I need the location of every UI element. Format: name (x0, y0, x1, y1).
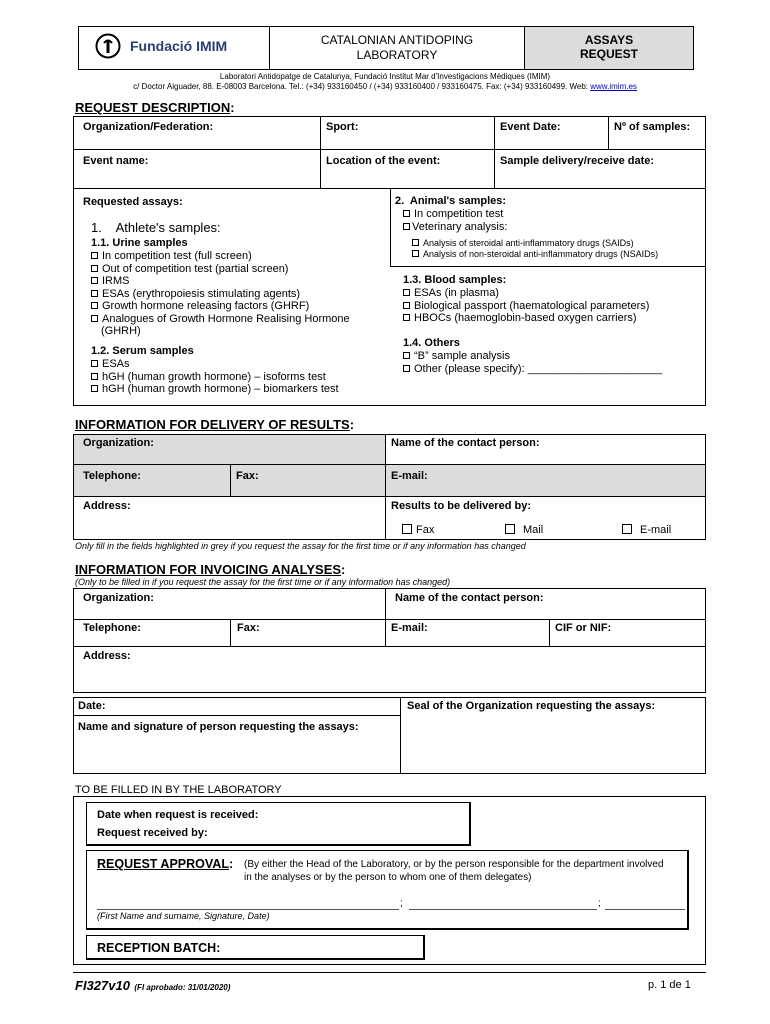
delivery-telephone-field[interactable]: Telephone: (83, 470, 141, 482)
urine-item[interactable]: ESAs (erythropoiesis stimulating agents) (91, 288, 350, 301)
doc-type-line1: ASSAYS (584, 33, 634, 47)
urine-samples-title: 1.1. Urine samples (91, 237, 188, 249)
form-code-text: FI327v10 (75, 978, 130, 993)
event-name-field[interactable]: Event name: (83, 155, 149, 167)
approval-text-2: in the analyses or by the person to whom one of them delegates) (244, 872, 532, 883)
invoicing-organization-field[interactable]: Organization: (83, 592, 154, 604)
urine-list (91, 250, 350, 338)
organization-seal-field[interactable]: Seal of the Organization requesting the assays: (407, 700, 656, 712)
delivery-email-field[interactable]: E-mail: (391, 470, 428, 482)
animal-list (403, 208, 507, 233)
approval-title-text: REQUEST APPROVAL (97, 857, 229, 871)
blood-list (403, 287, 649, 325)
invoicing-cif-field[interactable]: CIF or NIF: (555, 622, 612, 634)
approval-signature-line[interactable]: ; ; (97, 898, 685, 910)
footer-form-code (75, 977, 230, 995)
logo-text: Fundació IMIM (130, 38, 228, 54)
invoicing-section-title: INFORMATION FOR INVOICING ANALYSES: (75, 562, 346, 577)
delivery-title-text: INFORMATION FOR DELIVERY OF RESULTS (75, 417, 350, 432)
delivery-note: Only fill in the fields highlighted in grey if you request the assay for the first time or if any information has changed (75, 541, 526, 551)
athlete-samples-title: 1. Athlete's samples: (91, 220, 221, 235)
form-approved-date: (FI aprobado: 31/01/2020) (134, 983, 231, 992)
address-text: c/ Doctor Aiguader, 88. E-08003 Barcelona. Tel.: (+34) 933160450 / (+34) 933160400 / 933160475. Fax: (+34) 933160499. Web: (133, 82, 591, 91)
deliver-by-mail-option[interactable]: Mail (505, 524, 543, 536)
delivery-address-field[interactable]: Address: (83, 500, 131, 512)
lab-title-line1: CATALONIAN ANTIDOPING (320, 33, 474, 47)
serum-item[interactable]: hGH (human growth hormone) – isoforms test (91, 371, 339, 384)
reception-batch-field[interactable]: RECEPTION BATCH: (97, 941, 221, 955)
deliver-by-fax-option[interactable]: Fax (402, 524, 434, 536)
urine-item[interactable]: Growth hormone releasing factors (GHRF) (91, 300, 350, 313)
invoicing-note: (Only to be filled in if you request the assay for the first time or if any information has changed) (75, 577, 451, 587)
num-samples-field[interactable]: Nº of samples: (614, 121, 691, 133)
invoicing-email-field[interactable]: E-mail: (391, 622, 428, 634)
others-item[interactable]: Other (please specify): ______________________ (403, 363, 662, 376)
invoicing-table (73, 588, 706, 693)
serum-list (91, 358, 339, 396)
blood-item[interactable]: HBOCs (haemoglobin-based oxygen carriers) (403, 312, 649, 325)
blood-item[interactable]: Biological passport (haematological parameters) (403, 300, 649, 313)
date-received-field[interactable]: Date when request is received: (97, 809, 259, 821)
approval-signature-hint: (First Name and surname, Signature, Date) (97, 911, 270, 921)
laboratory-section-title: TO BE FILLED IN BY THE LABORATORY (75, 784, 282, 796)
deliver-by-email-option[interactable]: E-mail (622, 524, 671, 536)
requested-assays-label: Requested assays: (83, 196, 183, 208)
organization-federation-field[interactable]: Organization/Federation: (83, 121, 214, 133)
serum-item[interactable]: hGH (human growth hormone) – biomarkers test (91, 383, 339, 396)
received-by-field[interactable]: Request received by: (97, 827, 208, 839)
urine-item-cont: (GHRH) (101, 325, 141, 337)
delivery-contact-field[interactable]: Name of the contact person: (391, 437, 540, 449)
invoicing-fax-field[interactable]: Fax: (237, 622, 260, 634)
blood-samples-title: 1.3. Blood samples: (403, 274, 507, 286)
animal-item[interactable]: Veterinary analysis: (403, 221, 507, 234)
others-title: 1.4. Others (403, 337, 460, 349)
vet-list (412, 238, 658, 260)
signature-date-field[interactable]: Date: (78, 700, 106, 712)
location-field[interactable]: Location of the event: (326, 155, 441, 167)
delivery-organization-field[interactable]: Organization: (83, 437, 154, 449)
lab-title-line2: LABORATORY (356, 48, 438, 62)
animal-samples-title: 2. Animal's samples: (395, 195, 507, 207)
urine-item[interactable]: Analogues of Growth Hormone Realising Hormone (91, 313, 350, 326)
address-line1: Laboratori Antidopatge de Catalunya, Fundació Institut Mar d'Investigacions Mèdiques (IMIM) (219, 72, 551, 81)
vet-item[interactable]: Analysis of non-steroidal anti-inflammatory drugs (NSAIDs) (412, 249, 658, 260)
page-number: p. 1 de 1 (648, 979, 691, 991)
serum-item[interactable]: ESAs (91, 358, 339, 371)
request-title-text: REQUEST DESCRIPTION (75, 100, 231, 115)
others-item[interactable]: “B” sample analysis (403, 350, 662, 363)
invoicing-title-text: INFORMATION FOR INVOICING ANALYSES (75, 562, 342, 577)
urine-item[interactable]: In competition test (full screen) (91, 250, 350, 263)
vet-item[interactable]: Analysis of steroidal anti-inflammatory drugs (SAIDs) (412, 238, 658, 249)
delivery-section-title: INFORMATION FOR DELIVERY OF RESULTS: (75, 417, 355, 432)
logo-icon (95, 33, 121, 59)
urine-item[interactable]: IRMS (91, 275, 350, 288)
animal-item[interactable]: In competition test (403, 208, 507, 221)
approval-title: REQUEST APPROVAL: (97, 857, 234, 871)
invoicing-contact-field[interactable]: Name of the contact person: (395, 592, 544, 604)
doc-type-line2: REQUEST (579, 47, 638, 61)
sport-field[interactable]: Sport: (326, 121, 359, 133)
address-line2 (0, 82, 770, 91)
approval-text-1: (By either the Head of the Laboratory, or by the person responsible for the department involved (244, 859, 664, 870)
request-section-title: REQUEST DESCRIPTION: (75, 100, 235, 115)
invoicing-telephone-field[interactable]: Telephone: (83, 622, 141, 634)
results-delivered-label: Results to be delivered by: (391, 500, 531, 512)
invoicing-address-field[interactable]: Address: (83, 650, 131, 662)
sample-delivery-field[interactable]: Sample delivery/receive date: (500, 155, 655, 167)
urine-item[interactable]: Out of competition test (partial screen) (91, 263, 350, 276)
event-date-field[interactable]: Event Date: (500, 121, 561, 133)
others-list (403, 350, 662, 375)
serum-samples-title: 1.2. Serum samples (91, 345, 194, 357)
blood-item[interactable]: ESAs (in plasma) (403, 287, 649, 300)
requester-signature-field[interactable]: Name and signature of person requesting the assays: (78, 721, 359, 733)
delivery-fax-field[interactable]: Fax: (236, 470, 259, 482)
web-link[interactable]: www.imim.es (590, 82, 637, 91)
